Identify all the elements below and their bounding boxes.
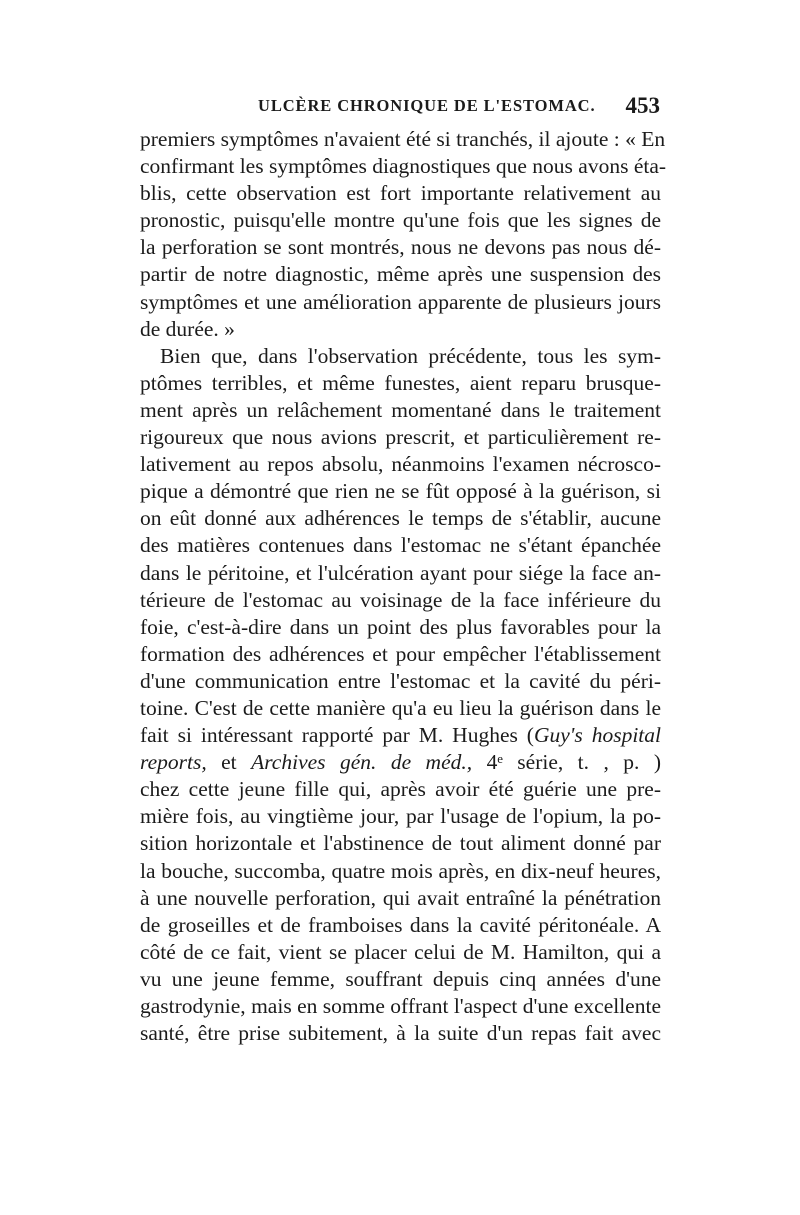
text-line: [140, 830, 661, 857]
line-text: mière fois, au vingtième jour, par l'usage de l'opium, la po-: [140, 804, 661, 829]
line-text: de groseilles et de framboises dans la cavité péritonéale. A: [140, 912, 661, 937]
line-text: santé, être prise subitement, à la suite d'un repas fait avec: [140, 1021, 661, 1046]
text-line: [140, 532, 661, 559]
line-text: blis, cette observation est fort importante relativement au: [140, 181, 661, 206]
line-text: sition horizontale et l'abstinence de tout aliment donné par: [140, 831, 661, 856]
text-line: [140, 153, 667, 180]
line-text: Bien que, dans l'observation précédente, tous les sym-: [160, 343, 661, 368]
line-text: premiers symptômes n'avaient été si tranchés, il ajoute : « En: [140, 127, 666, 151]
line-text: foie, c'est-à-dire dans un point des plus favorables pour la: [140, 614, 661, 639]
text-line: [140, 289, 661, 316]
line-text: gastrodynie, mais en somme offrant l'aspect d'une excellente: [140, 994, 661, 1018]
line-text: térieure de l'estomac au voisinage de la face inférieure du: [140, 587, 661, 612]
line-text: symptômes et une amélioration apparente de plusieurs jours: [140, 289, 661, 314]
body-text: [140, 126, 667, 1047]
italic-text: reports,: [140, 750, 207, 775]
text-line: [140, 207, 661, 234]
line-text: d'une communication entre l'estomac et la cavité du péri-: [140, 668, 661, 693]
text-line: [140, 587, 661, 614]
line-text: partir de notre diagnostic, même après une suspension des: [140, 262, 661, 287]
line-text: dans le péritoine, et l'ulcération ayant pour siége la face an-: [140, 560, 661, 585]
text-line: [140, 316, 661, 343]
italic-text: Archives gén. de méd.,: [251, 750, 473, 775]
text-line: [140, 966, 661, 993]
line-text: rigoureux que nous avions prescrit, et particulièrement re-: [140, 425, 661, 450]
line-text: ptômes terribles, et même funestes, aient reparu brusque-: [140, 370, 661, 395]
page-number: 453: [625, 93, 660, 118]
text-line: [140, 451, 661, 478]
text-line: [140, 424, 661, 451]
text-line: [140, 478, 661, 505]
text-line: [140, 722, 661, 749]
line-text: 4ᵉ série, t. , p. ): [472, 750, 662, 775]
italic-text: Guy's hospital: [533, 723, 661, 748]
line-text: la perforation se sont montrés, nous ne devons pas nous dé-: [140, 235, 661, 260]
line-text: pique a démontré que rien ne se fût opposé à la guérison, si: [140, 479, 661, 504]
text-line: [140, 126, 666, 153]
line-text: pronostic, puisqu'elle montre qu'une fois que les signes de: [140, 208, 661, 233]
line-text: à une nouvelle perforation, qui avait entraîné la pénétration: [140, 885, 661, 910]
line-text: chez cette jeune fille qui, après avoir été guérie une pre-: [140, 777, 661, 802]
text-line: [140, 993, 661, 1020]
text-line: [140, 343, 661, 370]
line-text: des matières contenues dans l'estomac ne s'étant épanchée: [140, 533, 661, 558]
text-line: [140, 397, 661, 424]
line-text: de durée. »: [140, 316, 235, 341]
text-line: [140, 912, 661, 939]
line-text: formation des adhérences et pour empêcher l'établissement: [140, 641, 661, 666]
text-line: [140, 885, 661, 912]
text-line: [140, 505, 661, 532]
text-line: [140, 560, 661, 587]
line-text: on eût donné aux adhérences le temps de s'établir, aucune: [140, 506, 661, 531]
line-text: et: [206, 750, 252, 775]
line-text: lativement au repos absolu, néanmoins l'examen nécrosco-: [140, 452, 661, 477]
text-line: [140, 234, 661, 261]
line-text: ment après un relâchement momentané dans le traitement: [140, 397, 661, 422]
line-text: fait si intéressant rapporté par M. Hughes (: [140, 723, 534, 748]
text-line: [140, 261, 661, 288]
text-line: [140, 641, 661, 668]
text-line: [140, 695, 661, 722]
line-text: vu une jeune femme, souffrant depuis cinq années d'une: [140, 966, 661, 991]
text-line: [140, 180, 661, 207]
line-text: toine. C'est de cette manière qu'a eu lieu la guérison dans le: [140, 695, 661, 720]
text-line: [140, 858, 661, 885]
running-title: ULCÈRE CHRONIQUE DE L'ESTOMAC.: [258, 96, 596, 115]
line-text: la bouche, succomba, quatre mois après, en dix-neuf heures,: [140, 858, 661, 883]
line-text: côté de ce fait, vient se placer celui de M. Hamilton, qui a: [140, 939, 661, 964]
text-line: [140, 1020, 661, 1047]
text-line: [140, 776, 661, 803]
text-line: [140, 668, 661, 695]
text-line: [140, 803, 661, 830]
text-line: [140, 614, 661, 641]
text-line: [140, 370, 661, 397]
text-line: [140, 749, 661, 776]
text-line: [140, 939, 661, 966]
line-text: confirmant les symptômes diagnostiques que nous avons éta-: [140, 154, 667, 179]
page-header: [140, 93, 660, 126]
